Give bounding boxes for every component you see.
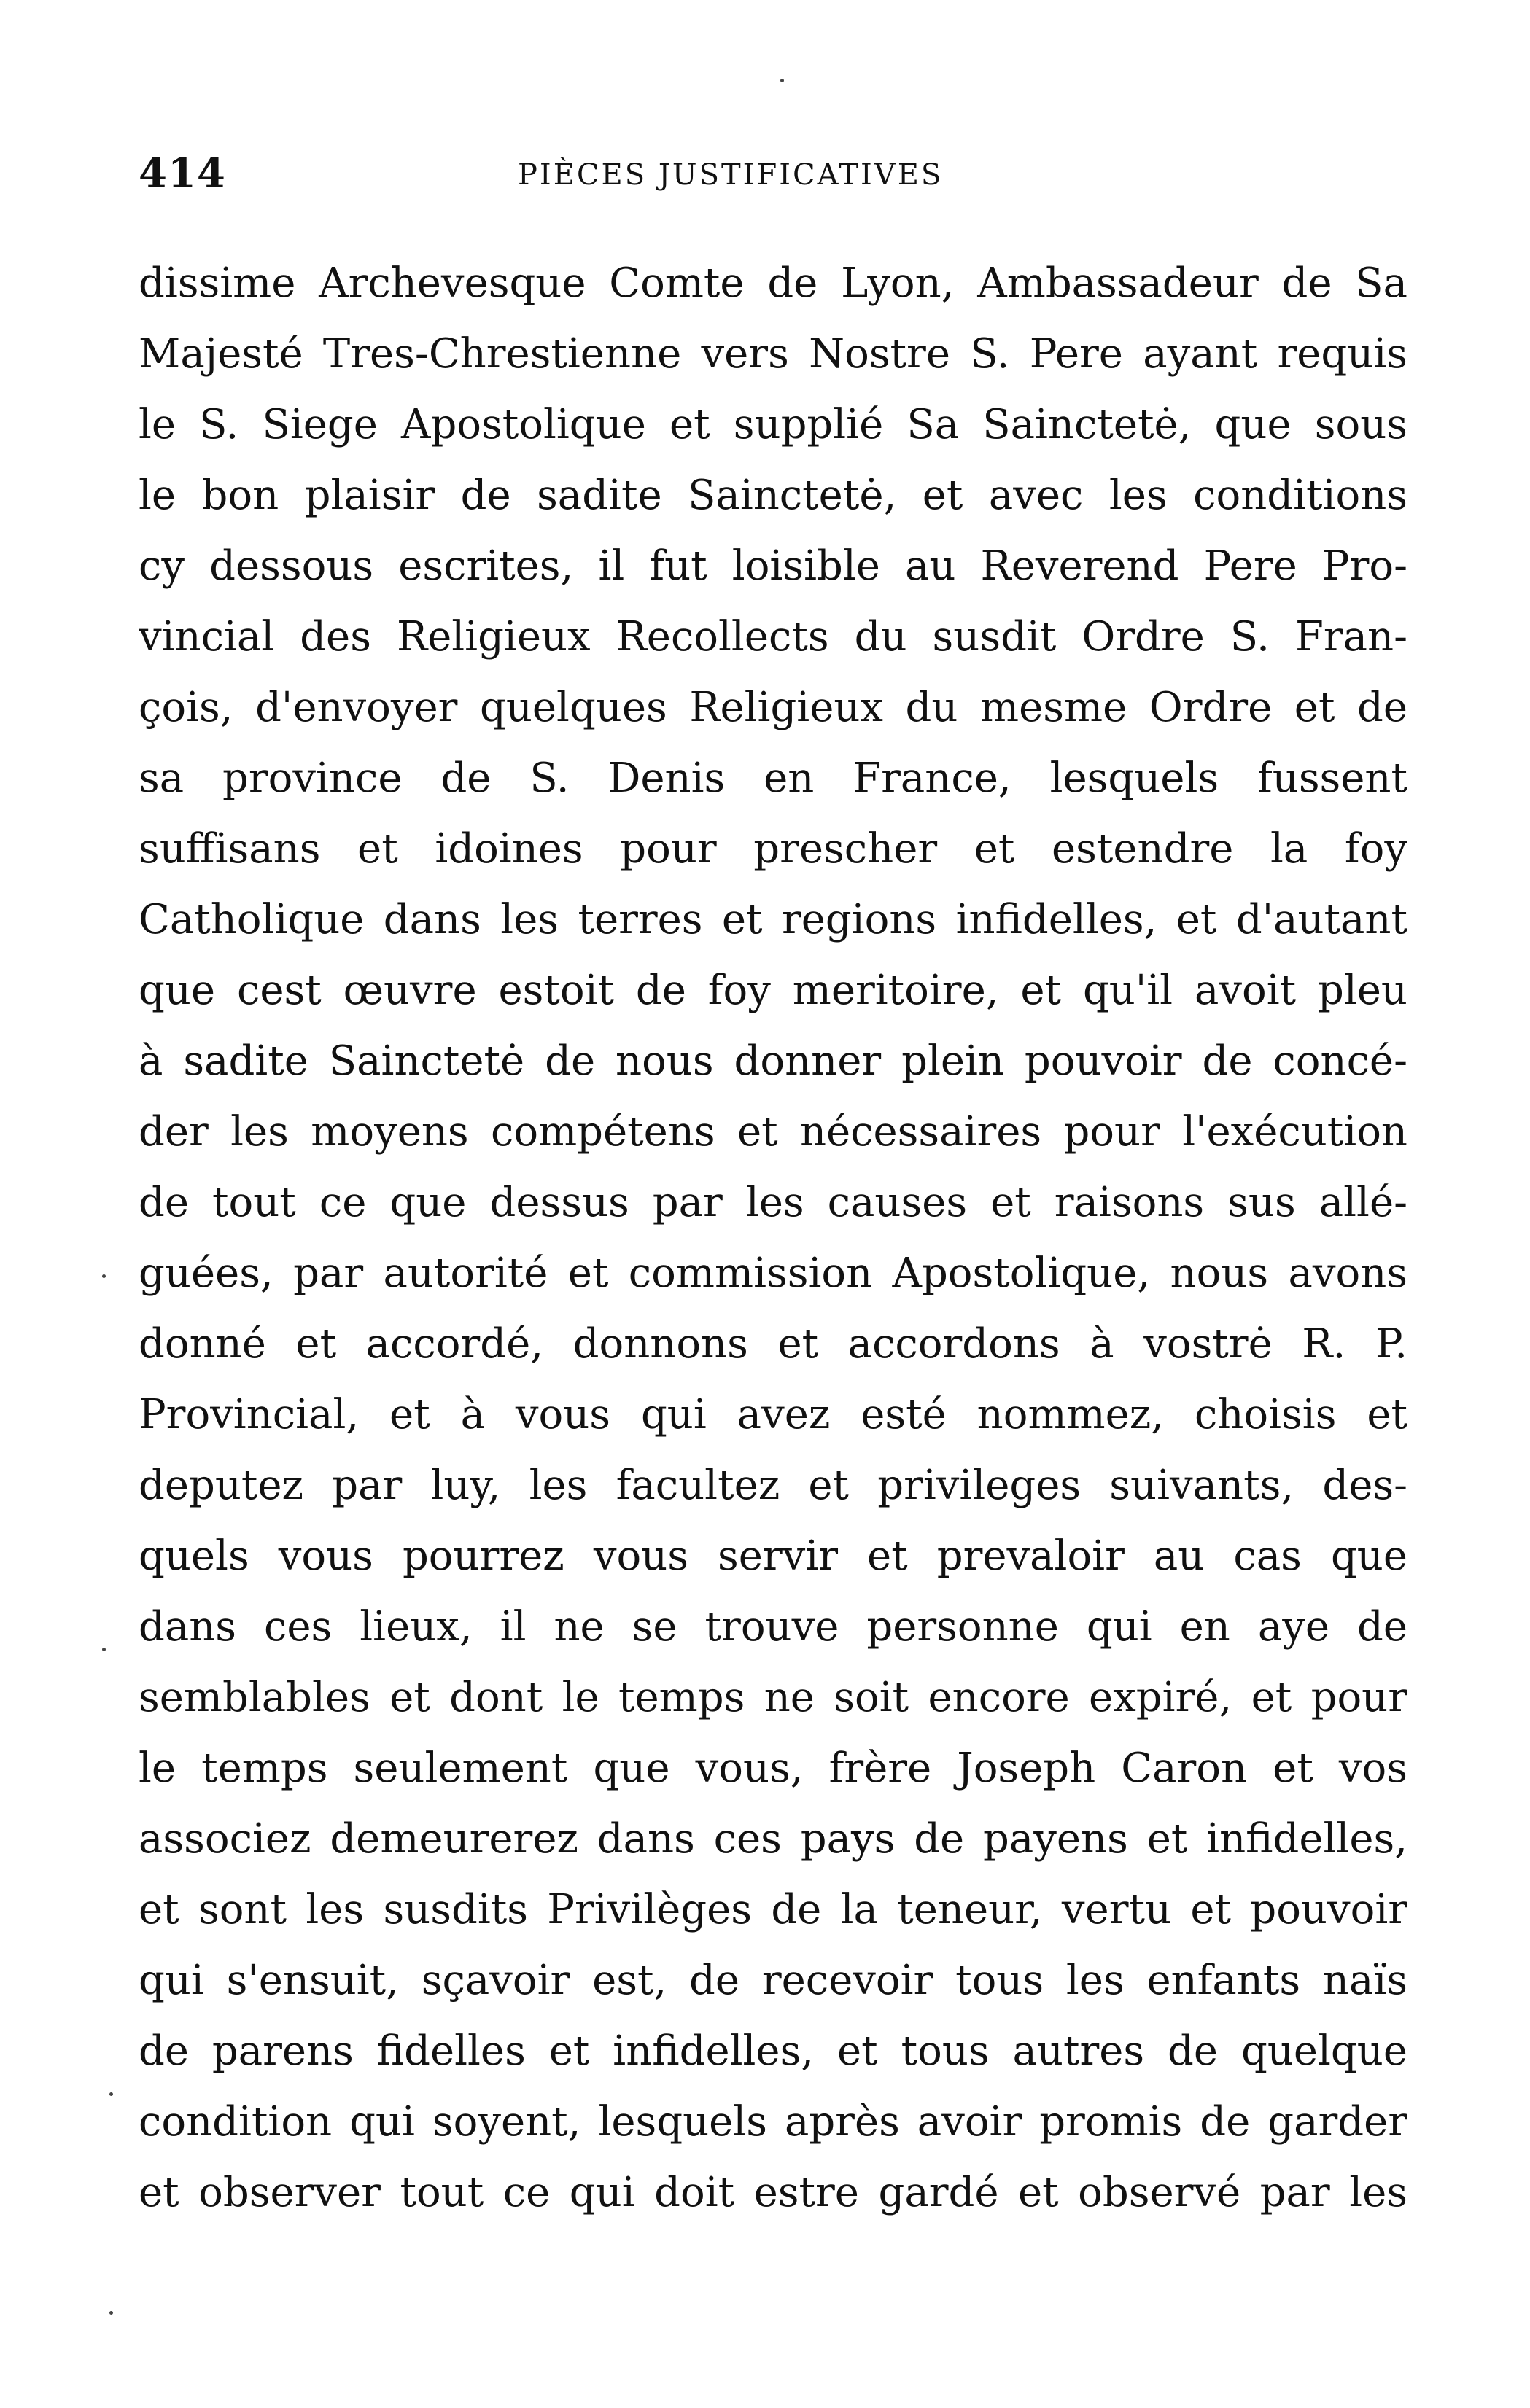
text-line: que cest œuvre estoit de foy meritoire, et qu'il avoit pleu [139, 967, 1407, 1014]
text-line: condition qui soyent, lesquels après avoir promis de garder [139, 2098, 1407, 2146]
print-speck [102, 1274, 106, 1278]
text-line: deputez par luy, les facultez et privileges suivants, des- [139, 1462, 1407, 1509]
text-line: suffisans et idoines pour prescher et estendre la foy [139, 825, 1407, 873]
print-speck [109, 2311, 113, 2315]
text-line: le S. Siege Apostolique et supplié Sa Sainctetė, que sous [139, 401, 1407, 448]
text-line: qui s'ensuit, sçavoir est, de recevoir tous les enfants naïs [139, 1957, 1407, 2004]
running-head [139, 149, 1400, 208]
text-line: quels vous pourrez vous servir et prevaloir au cas que [139, 1532, 1407, 1580]
text-line: dissime Archevesque Comte de Lyon, Ambassadeur de Sa [139, 260, 1407, 307]
print-speck [102, 1648, 106, 1651]
text-line: de tout ce que dessus par les causes et raisons sus allé- [139, 1179, 1407, 1226]
text-line: der les moyens compétens et nécessaires pour l'exécution [139, 1108, 1407, 1156]
text-line: Majesté Tres-Chrestienne vers Nostre S. Pere ayant requis [139, 330, 1407, 378]
text-line: Provincial, et à vous qui avez esté nommez, choisis et [139, 1391, 1407, 1438]
text-line: Catholique dans les terres et regions infidelles, et d'autant [139, 896, 1407, 943]
text-line: le bon plaisir de sadite Sainctetė, et avec les conditions [139, 472, 1407, 519]
running-title: PIÈCES JUSTIFICATIVES [518, 158, 944, 192]
text-line: et sont les susdits Privilèges de la teneur, vertu et pouvoir [139, 1886, 1407, 1933]
text-line: à sadite Sainctetė de nous donner plein pouvoir de concé- [139, 1037, 1407, 1085]
text-line: çois, d'envoyer quelques Religieux du mesme Ordre et de [139, 684, 1407, 731]
text-line: associez demeurerez dans ces pays de payens et infidelles, [139, 1815, 1407, 1863]
text-line: semblables et dont le temps ne soit encore expiré, et pour [139, 1674, 1407, 1721]
text-line: de parens fidelles et infidelles, et tous autres de quelque [139, 2027, 1407, 2075]
text-line: sa province de S. Denis en France, lesquels fussent [139, 755, 1407, 802]
page-number: 414 [139, 149, 226, 198]
text-line: et observer tout ce qui doit estre gardé et observé par les [139, 2169, 1407, 2216]
text-line: le temps seulement que vous, frère Joseph Caron et vos [139, 1745, 1407, 1792]
text-line: vincial des Religieux Recollects du susdit Ordre S. Fran- [139, 613, 1407, 661]
body-text [139, 248, 1407, 2228]
print-speck [780, 79, 784, 82]
text-line: dans ces lieux, il ne se trouve personne qui en aye de [139, 1603, 1407, 1651]
text-line: guées, par autorité et commission Apostolique, nous avons [139, 1250, 1407, 1297]
text-line: donné et accordé, donnons et accordons à vostrė R. P. [139, 1320, 1407, 1368]
text-line: cy dessous escrites, il fut loisible au Reverend Pere Pro- [139, 542, 1407, 590]
print-speck [109, 2092, 113, 2096]
